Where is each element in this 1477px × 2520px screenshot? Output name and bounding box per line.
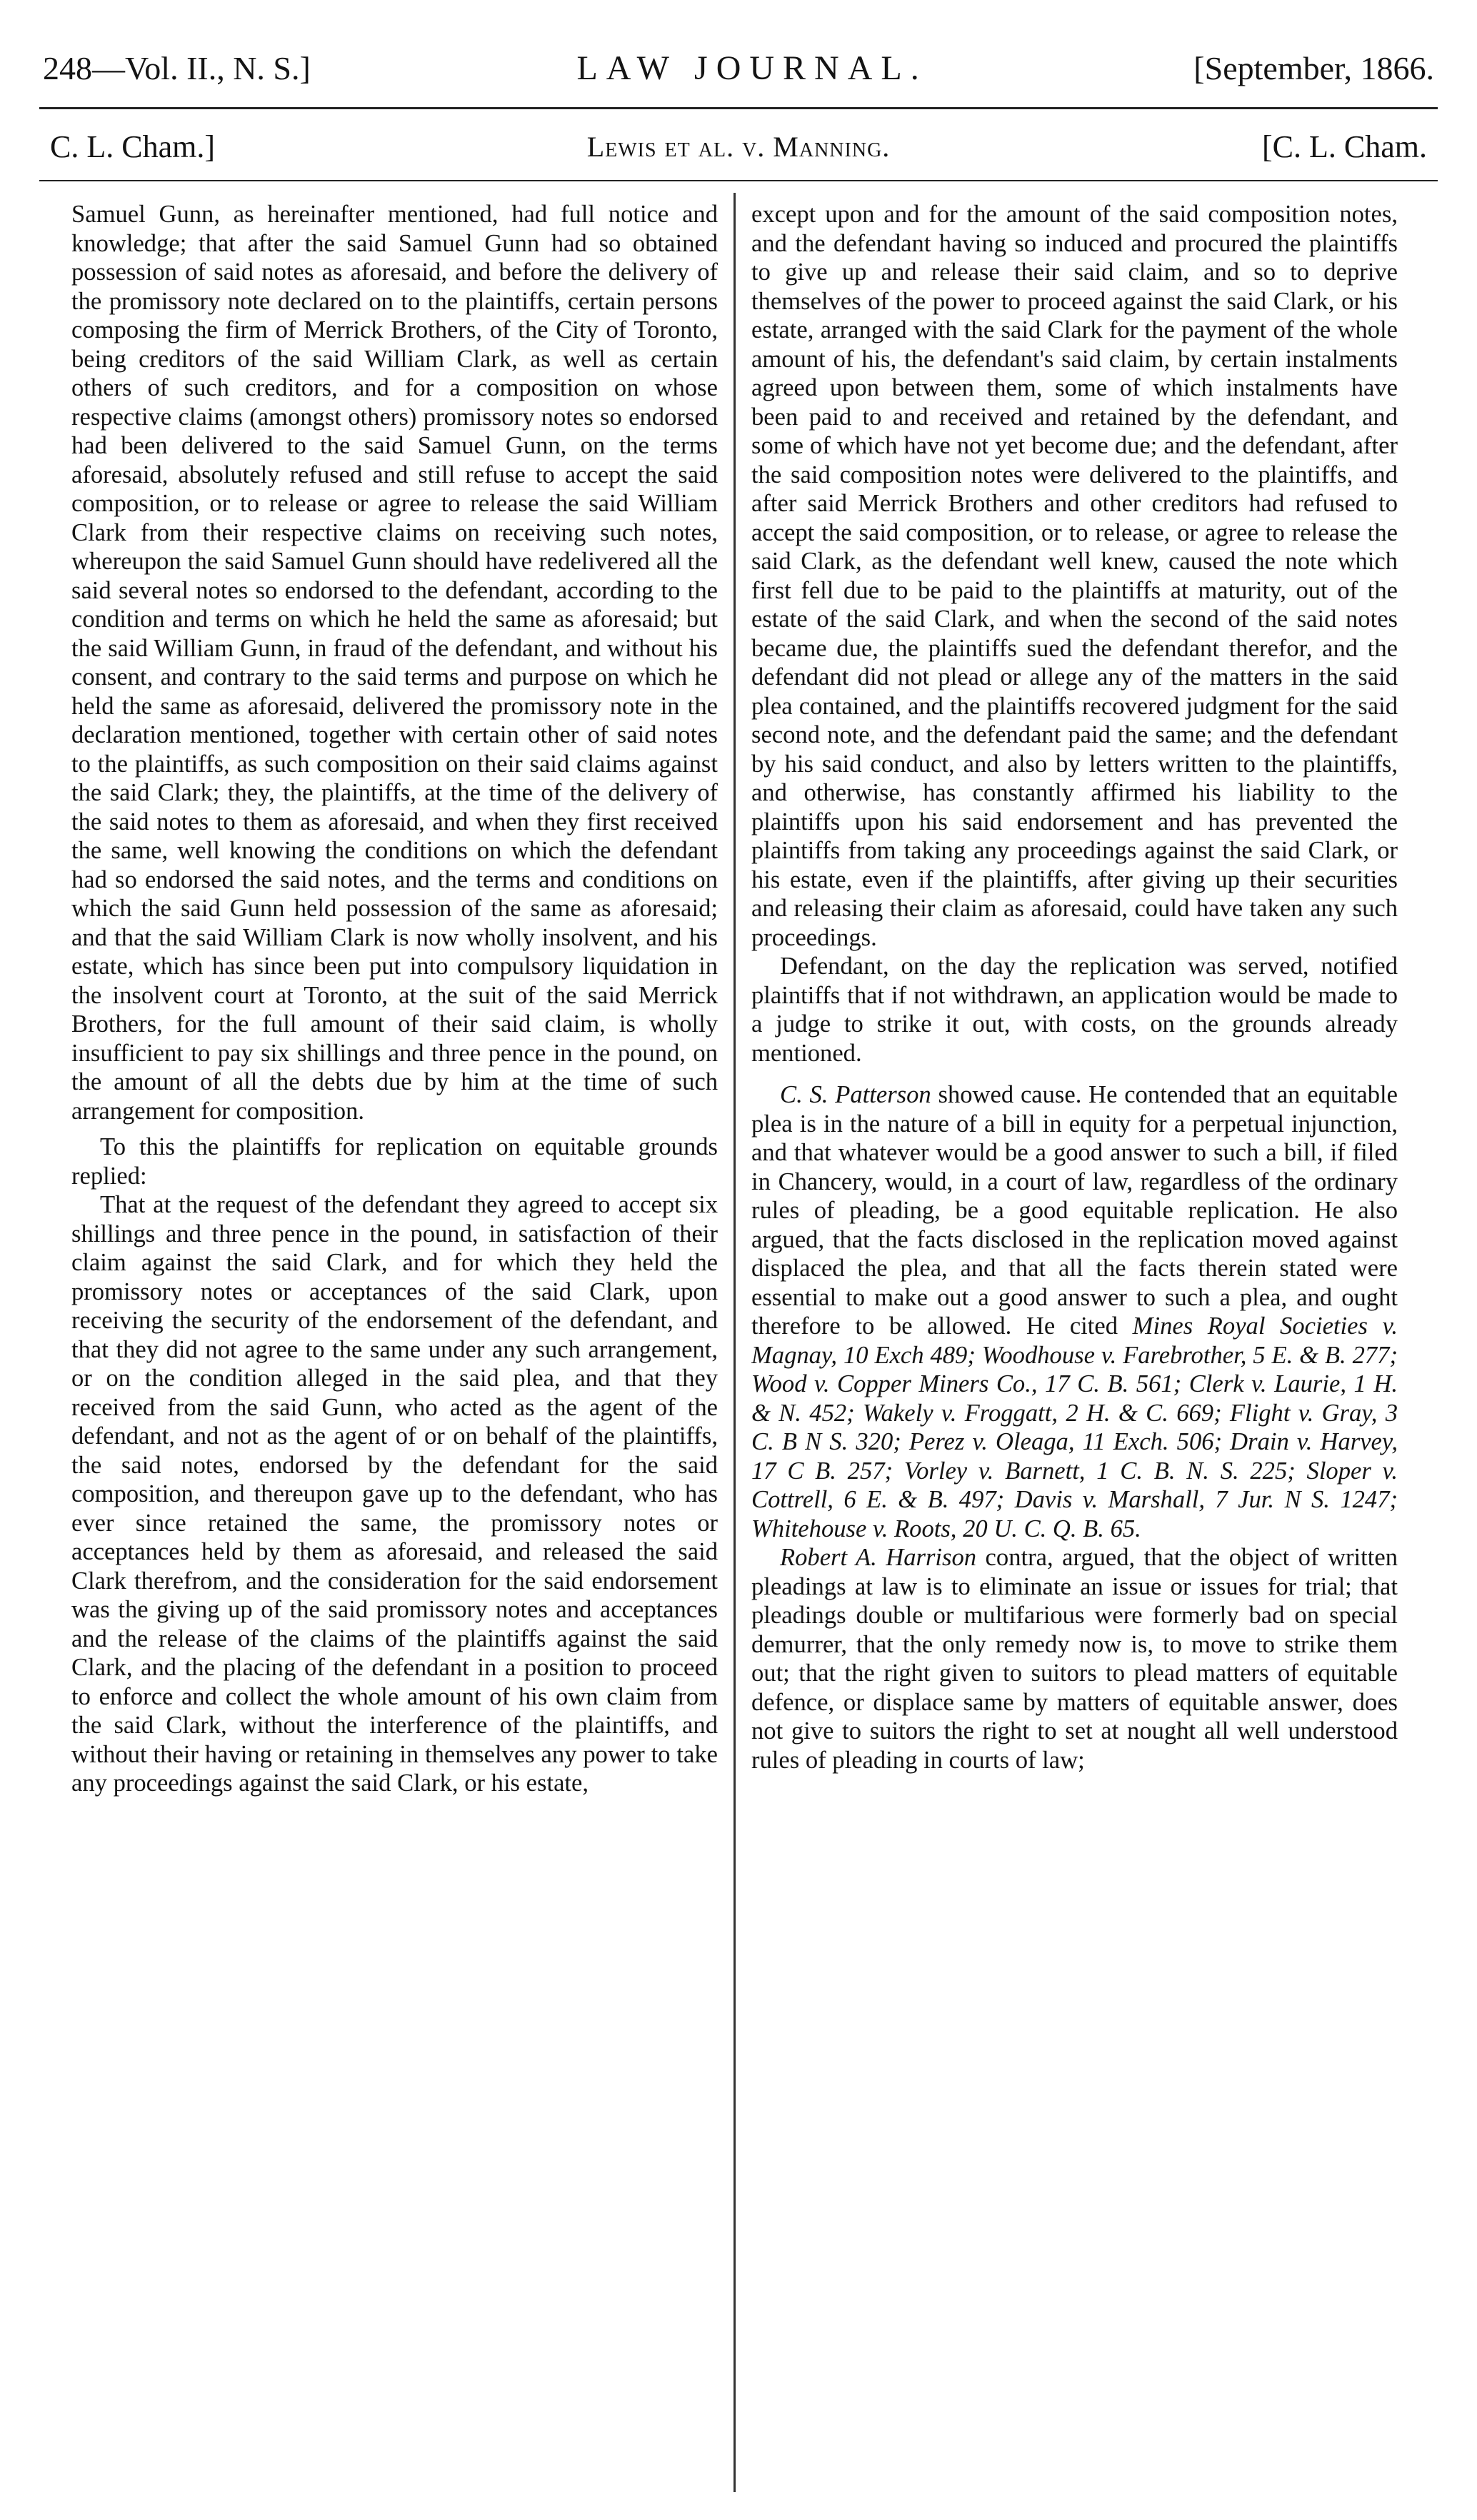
cited-cases: Mines Royal Societies v. Magnay, 10 Exch 489; Woodhouse v. Farebrother, 5 E. & B. 277; Wood v. Copper Miners Co., 17 C. B. 561; Clerk v. Laurie, 1 H. & N. 452; Wakely v. Froggatt, 2 H. & C. 669; Flight v. Gray, 3 C. B N S. 320; Perez v. Oleaga, 11 Exch. 506; Drain v. Harvey, 17 C B. 257; Vorley v. Barnett, 1 C. B. N. S. 225; Sloper v. Cottrell, 6 E. & B. 497; Davis v. Marshall, 7 Jur. N S. 1247; Whitehouse v. Roots, 20 U. C. Q. B. 65.: [751, 1312, 1398, 1542]
running-header: [43, 36, 1434, 100]
counsel-name: C. S. Patterson: [780, 1081, 931, 1108]
counsel-name: Robert A. Harrison: [780, 1544, 977, 1571]
journal-title: LAW JOURNAL.: [576, 49, 928, 87]
volume-info: 248—Vol. II., N. S.]: [43, 49, 311, 86]
court-label-right: [C. L. Cham.: [1262, 129, 1427, 164]
defendant-notice: Defendant, on the day the replication was served, notified plaintiffs that if not withdrawn, an application would be made to a judge to strike it out, with costs, on the grounds already mentioned.: [751, 953, 1398, 1067]
right-column: [751, 200, 1398, 2496]
header-rule: [39, 107, 1438, 109]
case-header: [50, 114, 1427, 179]
replication-text: That at the request of the defendant they agreed to accept six shillings and three pence in the pound, in satisfaction of their claim against the said Clark, and for which they held the promissory notes or acceptances of the said Clark, upon receiving the security of the endorsement of the defendant, and that they did not agree to the same under any such arrangement, or on the condition alleged in the said plea, and that they received from the said Gunn, who acted as the agent of the defendant, and not as the agent of or on behalf of the plaintiffs, the said notes, endorsed by the defendant for the said composition, and thereupon gave up to the defendant, who has ever since retained the same, the promissory notes or acceptances held by them as aforesaid, and released the said Clark therefrom, and the consideration for the said endorsement was the giving up of the said promissory notes and acceptances and the release of the claims of the plaintiffs against the said Clark, and the placing of the defendant in a position to proceed to enforce and collect the whole amount of his own claim from the said Clark, without the interference of the plaintiffs, and without their having or retaining in themselves any power to take any proceedings against the said Clark, or his estate,: [71, 1191, 718, 1797]
argument-text: showed cause. He contended that an equitable plea is in the nature of a bill in equity for a perpetual injunction, and that whatever would be a good answer to such a bill, if filed in Chancery, would, in a court of law, regardless of the ordinary rules of pleading, be a good equitable replication. He also argued, that the facts disclosed in the replication moved against displaced the plea, and that all the facts therein stated were essential to make out a good answer to such a plea, and ought therefore to be allowed. He cited: [751, 1081, 1398, 1340]
paragraph-gap: [751, 1068, 1398, 1080]
court-label-left: C. L. Cham.]: [50, 129, 215, 164]
case-title: Lewis et al. v. Manning.: [586, 130, 891, 163]
left-column: [71, 200, 718, 2496]
issue-date: [September, 1866.: [1193, 49, 1434, 86]
patterson-argument: [751, 1080, 1398, 1543]
case-header-rule: [39, 180, 1438, 181]
plea-continuation: Samuel Gunn, as hereinafter mentioned, had full notice and knowledge; that after the said Samuel Gunn had so obtained possession of said notes as aforesaid, and before the delivery of the promissory note declared on to the plaintiffs, certain persons composing the firm of Merrick Brothers, of the City of Toronto, being creditors of the said William Clark, as well as certain others of such creditors, and for a composition on whose respective claims (amongst others) promissory notes so endorsed had been delivered to the said Samuel Gunn, on the terms aforesaid, absolutely refused and still refuse to accept the said composition, or to release or agree to release the said William Clark from their respective claims on receiving such notes, whereupon the said Samuel Gunn should have redelivered all the said several notes so endorsed to the defendant, according to the condition and terms on which he held the same as aforesaid; but the said William Gunn, in fraud of the defendant, and without his consent, and contrary to the said terms and purpose on which he held the same as aforesaid, delivered the promissory note in the declaration mentioned, together with certain other of said notes to the plaintiffs, as such composition on their said claims against the said Clark; they, the plaintiffs, at the time of the delivery of the said notes to them as aforesaid, and when they first received the same, well knowing the conditions on which the defendant had so endorsed the said notes, and the terms and conditions on which the said Gunn held possession of the same as aforesaid; and that the said William Clark is now wholly insolvent, and his estate, which has since been put into compulsory liquidation in the insolvent court at Toronto, at the suit of the said Merrick Brothers, for the full amount of their said claim, is wholly insufficient to pay six shillings and three pence in the pound, on the amount of all the debts due by him at the time of such arrangement for composition.: [71, 201, 718, 1125]
replication-intro: To this the plaintiffs for replication on equitable grounds replied:: [71, 1133, 718, 1190]
column-divider: [734, 193, 736, 2492]
harrison-argument: [751, 1543, 1398, 1774]
argument-text: contra, argued, that the object of written pleadings at law is to eliminate an issue or issues for trial; that pleadings double or multifarious were formerly bad on special demurrer, that the only remedy now is, to move to strike them out; that the right given to suitors to plead matters of equitable defence, or displace same by matters of equitable answer, does not give to suitors the right to set at nought all well understood rules of pleading in courts of law;: [751, 1544, 1398, 1774]
replication-continuation: except upon and for the amount of the said composition notes, and the defendant having so induced and procured the plaintiffs to give up and release their said claim, and so to deprive themselves of the power to proceed against the said Clark, or his estate, arranged with the said Clark for the payment of the whole amount of his, the defendant's said claim, by certain instalments agreed upon between them, some of which instalments have been paid to and received and retained by the defendant, and some of which have not yet become due; and the defendant, after the said composition notes were delivered to the plaintiffs, and after said Merrick Brothers and other creditors had refused to accept the said composition, or to release, or agree to release the said Clark, as the defendant well knew, caused the note which first fell due to be paid to the plaintiffs at maturity, out of the estate of the said Clark, and when the second of the said notes became due, the plaintiffs sued the defendant therefor, and the defendant did not plead or allege any of the matters in the said plea contained, and the plaintiffs recovered judgment for the said second note, and the defendant paid the same; and the defendant by his said conduct, and also by letters written to the plaintiffs, and otherwise, has constantly affirmed his liability to the plaintiffs upon his said endorsement and has prevented the plaintiffs from taking any proceedings against the said Clark, or his estate, even if the plaintiffs, after giving up their securities and releasing their claim as aforesaid, could have taken any such proceedings.: [751, 201, 1398, 951]
